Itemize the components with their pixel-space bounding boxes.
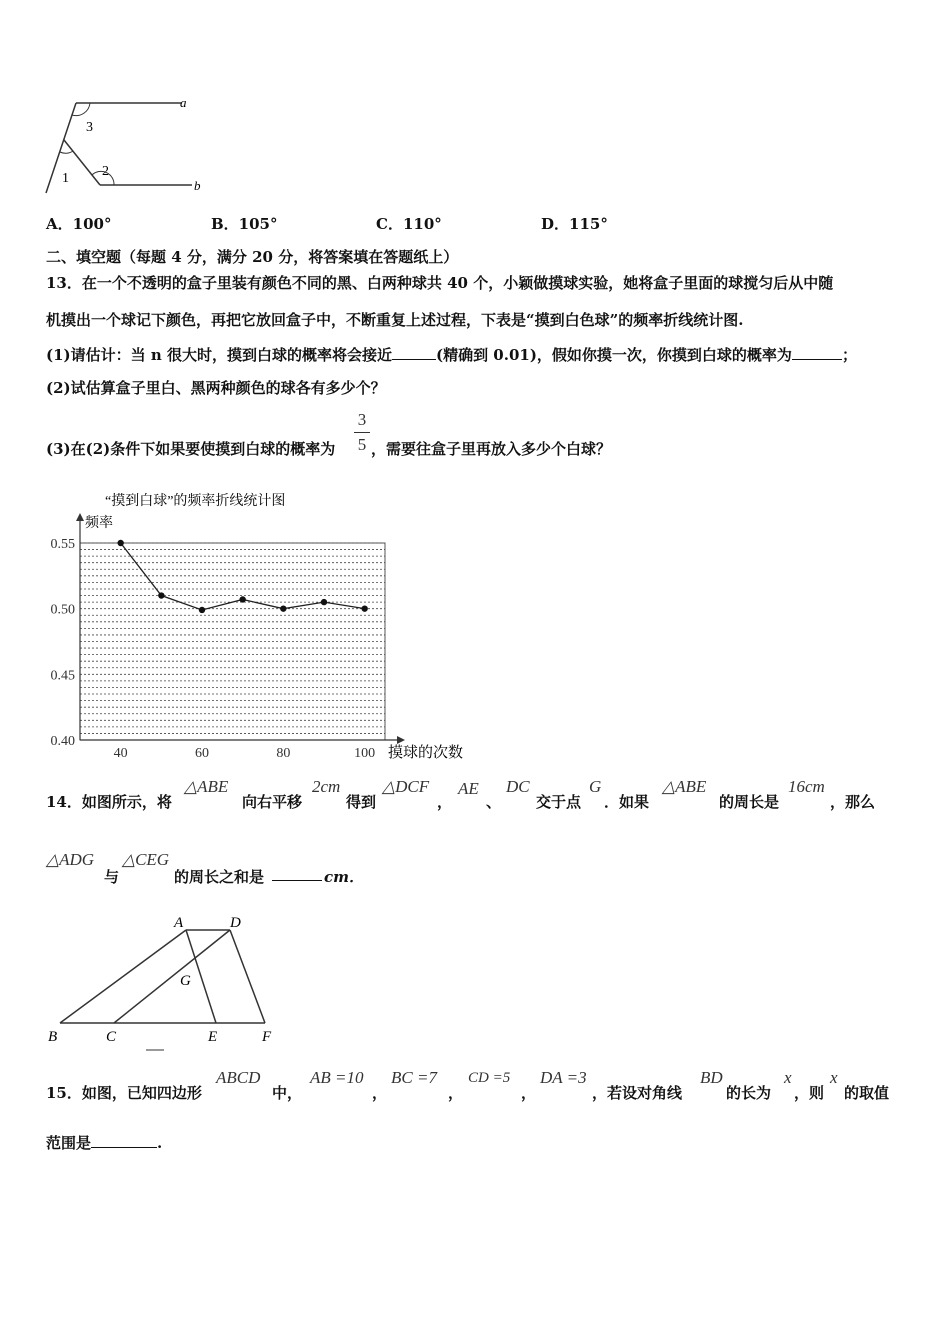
- data-point: [361, 605, 367, 611]
- q15-line-2: [46, 1132, 162, 1153]
- q14-t3: 得到: [346, 793, 377, 811]
- segment-df: [230, 930, 265, 1023]
- q15-t3: ，: [372, 1084, 388, 1102]
- segment-dc: [114, 930, 230, 1023]
- fraction-denominator: 5: [357, 435, 367, 454]
- bent-line: [64, 140, 100, 185]
- q13-part-3-a: (3)在(2)条件下如果要使摸到白球的概率为: [46, 440, 336, 458]
- q14-triangle-dcf: △DCF: [382, 777, 430, 796]
- q14-t5: 、: [486, 793, 502, 811]
- y-tick-label: 0.40: [50, 734, 75, 749]
- q15-t2: 中，: [272, 1084, 303, 1102]
- option-b: B．105°: [211, 215, 278, 233]
- q15-bc: BC =7: [391, 1068, 437, 1087]
- q15-end: .: [157, 1134, 163, 1152]
- point-f-label: F: [262, 1029, 272, 1045]
- fraction-numerator: 3: [357, 410, 367, 429]
- label-1: 1: [62, 171, 69, 186]
- q13-line-1: 13．在一个不透明的盒子里装有颜色不同的黑、白两种球共 40 个，小颖做摸球实验，她将盒子里面的球搅匀后从中随: [46, 274, 834, 292]
- q15-x-2: x: [830, 1068, 838, 1087]
- q15-t8: ，则: [794, 1084, 825, 1102]
- point-c-label: C: [106, 1029, 117, 1045]
- data-point: [280, 605, 286, 611]
- angle-1-arc: [60, 151, 73, 153]
- label-b: b: [194, 178, 201, 193]
- x-tick-label: 80: [276, 746, 291, 761]
- chart-series: [117, 540, 367, 613]
- q14-t6: 交于点: [536, 793, 582, 811]
- fraction-3-5: [354, 410, 370, 455]
- option-c: C．110°: [376, 215, 442, 233]
- option-d: D．115°: [541, 215, 608, 233]
- q15-t6: ，若设对角线: [592, 1084, 683, 1102]
- answer-blank-3: [272, 866, 322, 881]
- q14-t1: 14．如图所示，将: [46, 793, 172, 811]
- data-point: [117, 540, 123, 546]
- q14-triangle-abe-2: △ABE: [662, 777, 707, 796]
- point-e-label: E: [208, 1029, 218, 1045]
- frequency-line-chart: [40, 485, 480, 770]
- label-2: 2: [102, 164, 109, 179]
- x-axis-label: 摸球的次数: [388, 745, 464, 761]
- point-b-label: B: [48, 1029, 58, 1045]
- q14-g: G: [589, 777, 602, 796]
- chart-title: “摸到白球”的频率折线统计图: [105, 494, 286, 509]
- answer-blank-1: [392, 345, 436, 360]
- q13-line-2: 机摸出一个球记下颜色，再把它放回盒子中，不断重复上述过程，下表是“摸到白色球”的频率折线统计图.: [46, 311, 744, 329]
- point-d-label: D: [230, 915, 241, 931]
- x-tick-label: 100: [354, 746, 376, 761]
- point-g-label: G: [180, 973, 191, 989]
- x-tick-label: 40: [113, 746, 128, 761]
- chart-ticks: [51, 537, 376, 761]
- q14-t4: ，: [437, 793, 453, 811]
- y-tick-label: 0.50: [50, 602, 75, 618]
- section-title: 二、填空题（每题 4 分，满分 20 分，将答案填在答题纸上）: [46, 248, 459, 266]
- y-axis-label: 频率: [85, 516, 113, 531]
- y-axis-arrow: [76, 513, 84, 521]
- q15-da: DA =3: [540, 1068, 587, 1087]
- data-point: [199, 607, 205, 613]
- q14-line-2: [46, 848, 546, 888]
- q15-abcd: ABCD: [216, 1068, 261, 1087]
- segment-ab: [60, 930, 186, 1023]
- q15-t1: 15．如图，已知四边形: [46, 1084, 202, 1102]
- q15-line-1: [46, 1066, 916, 1106]
- q15-t5: ，: [521, 1084, 537, 1102]
- q14-t2: 向右平移: [242, 793, 303, 811]
- q13-part-1-b: (精确到 0.01)，假如你摸一次，你摸到白球的概率为: [435, 346, 792, 364]
- q13-part-1-a: (1)请估计：当 n 很大时，摸到白球的概率将会接近: [46, 346, 392, 364]
- q14-t7: ．如果: [604, 793, 650, 811]
- q15-t7: 的长为: [726, 1084, 772, 1102]
- chart-grid: [80, 543, 385, 740]
- q14-triangle-abe: △ABE: [184, 777, 229, 796]
- q13-part-1-end: ；: [841, 346, 857, 364]
- label-3: 3: [86, 120, 93, 135]
- q15-line-2-text: 范围是: [46, 1134, 92, 1152]
- q14-t10: 与: [104, 868, 120, 886]
- q14-line-1: [46, 775, 916, 815]
- option-a: A．100°: [46, 215, 112, 233]
- point-a-label: A: [174, 915, 184, 931]
- q15-t4: ，: [448, 1084, 464, 1102]
- data-point: [158, 592, 164, 598]
- q15-ab: AB =10: [310, 1068, 364, 1087]
- q14-figure: [40, 905, 300, 1055]
- answer-blank-4: [91, 1133, 157, 1148]
- q14-ae: AE: [458, 779, 479, 798]
- q15-bd: BD: [700, 1068, 723, 1087]
- data-point: [239, 596, 245, 602]
- q14-triangle-adg: △ADG: [46, 850, 95, 869]
- q12-figure: [40, 95, 215, 200]
- q13-part-2: (2)试估算盒子里白、黑两种颜色的球各有多少个？: [46, 379, 386, 397]
- q15-cd: CD =5: [468, 1070, 511, 1086]
- x-axis-arrow: [397, 736, 405, 744]
- q14-triangle-ceg: △CEG: [122, 850, 170, 869]
- q14-t11: 的周长之和是: [174, 868, 265, 886]
- y-tick-label: 0.45: [50, 668, 75, 684]
- q14-2cm: 2cm: [312, 777, 341, 796]
- fraction-bar: [354, 432, 370, 433]
- y-tick-label: 0.55: [50, 537, 75, 552]
- q14-dc: DC: [506, 777, 530, 796]
- q13-part-3-b: ，需要往盒子里再放入多少个白球？: [371, 440, 612, 458]
- q14-t12: cm．: [324, 868, 365, 886]
- label-a: a: [180, 95, 187, 110]
- data-point: [321, 599, 327, 605]
- q14-t9: ，那么: [830, 793, 876, 811]
- q14-t8: 的周长是: [719, 793, 780, 811]
- q13-part-1: [46, 344, 857, 365]
- answer-blank-2: [792, 345, 842, 360]
- q14-16cm: 16cm: [788, 777, 825, 796]
- x-tick-label: 60: [195, 746, 209, 761]
- transversal-line: [46, 103, 76, 193]
- q15-x: x: [784, 1068, 792, 1087]
- q15-t9: 的取值: [844, 1084, 890, 1102]
